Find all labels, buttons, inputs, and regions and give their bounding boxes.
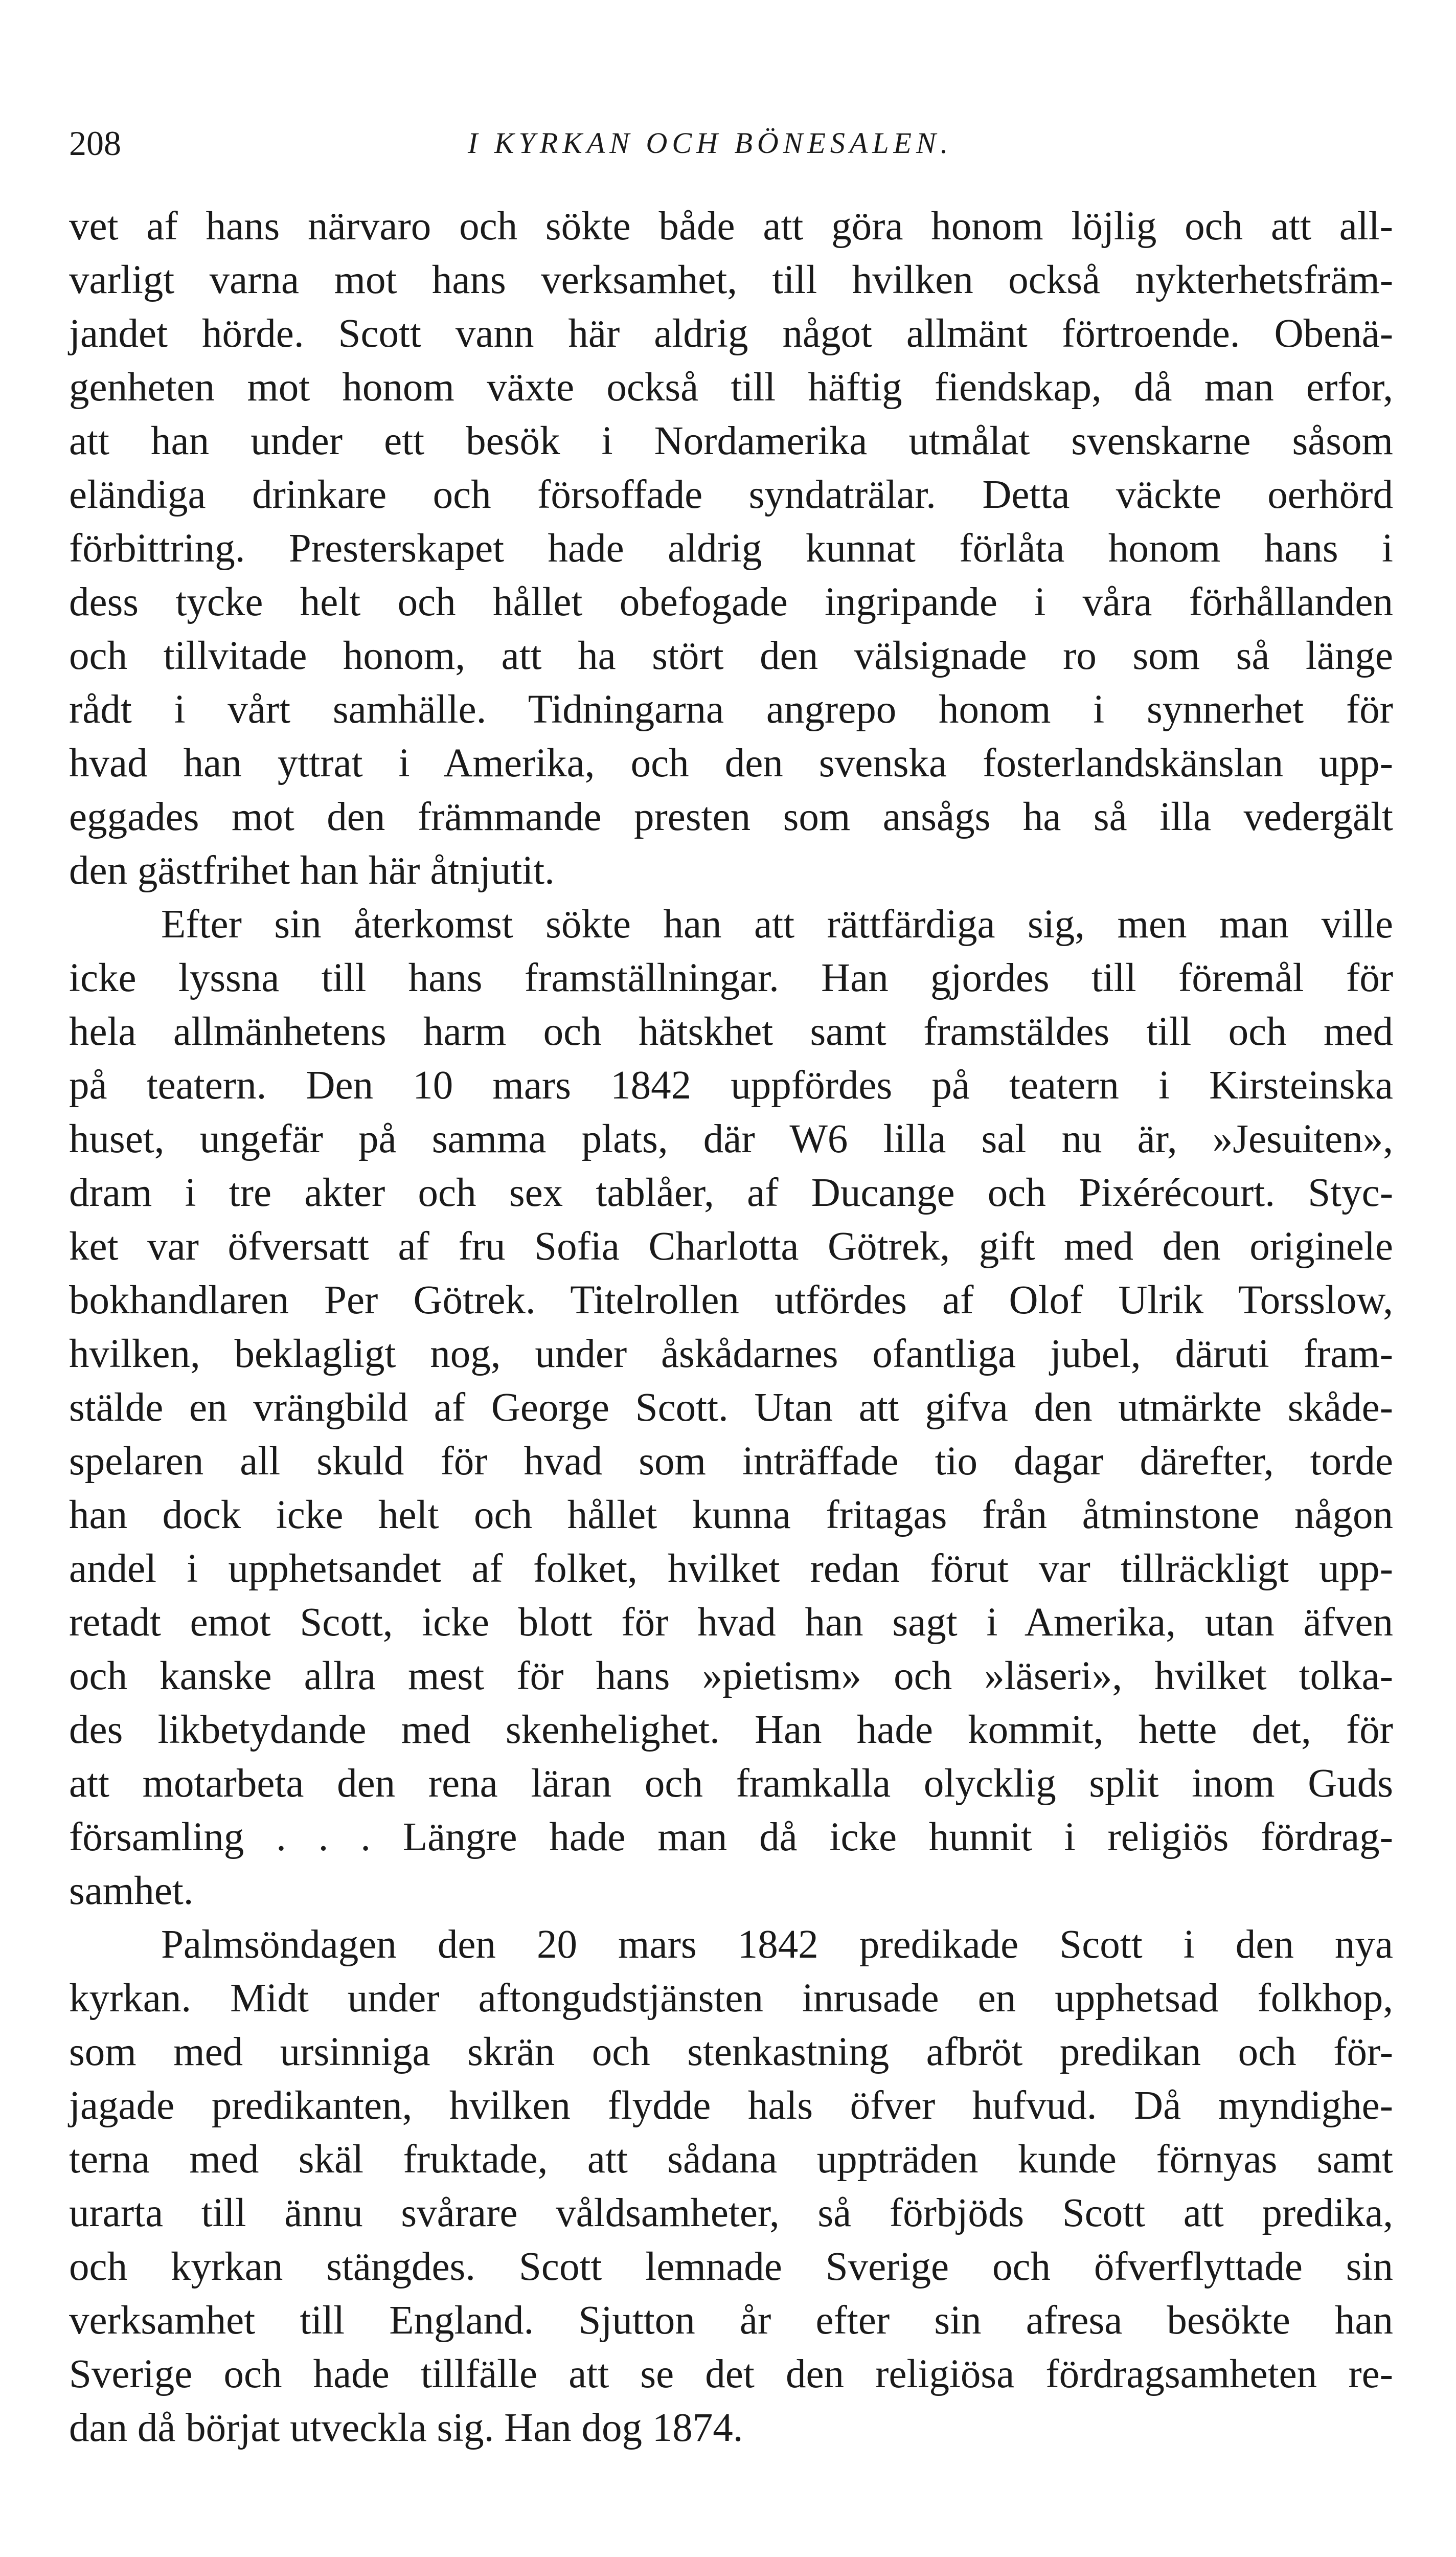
text-line: den gästfrihet han här åtnjutit. (69, 848, 555, 893)
text-line: verksamhet till England. Sjutton år efter sin afresa besökte han (69, 2298, 1393, 2343)
paragraph (69, 1918, 1393, 2455)
text-line: och tillvitade honom, att ha stört den välsignade ro som så länge (69, 634, 1393, 678)
page-number: 208 (69, 124, 121, 163)
text-line: han dock icke helt och hållet kunna fritagas från åtminstone någon (69, 1493, 1393, 1537)
text-line: icke lyssna till hans framställningar. Han gjordes till föremål för (69, 956, 1393, 1000)
text-line: bokhandlaren Per Götrek. Titelrollen utfördes af Olof Ulrik Torsslow, (69, 1278, 1393, 1322)
text-line: des likbetydande med skenhelighet. Han hade kommit, hette det, för (69, 1708, 1393, 1752)
running-title: I KYRKAN OCH BÖNESALEN. (468, 126, 953, 160)
text-line: samhet. (69, 1869, 194, 1913)
text-line: att han under ett besök i Nordamerika utmålat svenskarne såsom (69, 419, 1393, 463)
paragraph (69, 898, 1393, 1918)
text-line: urarta till ännu svårare våldsamheter, så förbjöds Scott att predika, (69, 2191, 1393, 2235)
text-line: rådt i vårt samhälle. Tidningarna angrepo honom i synnerhet för (69, 687, 1393, 732)
text-line: spelaren all skuld för hvad som inträffade tio dagar därefter, torde (69, 1439, 1393, 1484)
text-line: församling . . . Längre hade man då icke hunnit i religiös fördrag- (69, 1815, 1393, 1859)
text-line: stälde en vrängbild af George Scott. Utan att gifva den utmärkte skåde- (69, 1385, 1393, 1430)
text-line: vet af hans närvaro och sökte både att göra honom löjlig och att all- (69, 204, 1393, 249)
text-line: Palmsöndagen den 20 mars 1842 predikade Scott i den nya (161, 1922, 1393, 1967)
text-line: huset, ungefär på samma plats, där W6 lilla sal nu är, »Jesuiten», (69, 1117, 1393, 1161)
text-line: dan då börjat utveckla sig. Han dog 1874. (69, 2406, 743, 2450)
text-line: hela allmänhetens harm och hätskhet samt framstäldes till och med (69, 1010, 1393, 1054)
text-line: eländiga drinkare och försoffade syndaträlar. Detta väckte oerhörd (69, 473, 1393, 517)
text-line: dram i tre akter och sex tablåer, af Ducange och Pixérécourt. Styc- (69, 1171, 1393, 1215)
text-line: som med ursinniga skrän och stenkastning afbröt predikan och för- (69, 2030, 1393, 2074)
text-line: dess tycke helt och hållet obefogade ingripande i våra förhållanden (69, 580, 1393, 624)
text-line: jagade predikanten, hvilken flydde hals öfver hufvud. Då myndighe- (69, 2083, 1393, 2128)
text-line: ket var öfversatt af fru Sofia Charlotta Götrek, gift med den originele (69, 1224, 1393, 1269)
text-line: kyrkan. Midt under aftongudstjänsten inrusade en upphetsad folkhop, (69, 1976, 1393, 2021)
text-line: på teatern. Den 10 mars 1842 uppfördes på teatern i Kirsteinska (69, 1063, 1393, 1108)
text-line: förbittring. Presterskapet hade aldrig kunnat förlåta honom hans i (69, 526, 1393, 571)
text-line: Efter sin återkomst sökte han att rättfärdiga sig, men man ville (161, 902, 1393, 947)
body-text (69, 199, 1393, 2455)
text-line: retadt emot Scott, icke blott för hvad han sagt i Amerika, utan äfven (69, 1600, 1393, 1645)
text-line: att motarbeta den rena läran och framkalla olycklig split inom Guds (69, 1761, 1393, 1806)
paragraph (69, 199, 1393, 898)
text-line: genheten mot honom växte också till häftig fiendskap, då man erfor, (69, 365, 1393, 410)
text-line: varligt varna mot hans verksamhet, till hvilken också nykterhetsfräm- (69, 258, 1393, 302)
text-line: och kyrkan stängdes. Scott lemnade Sverige och öfverflyttade sin (69, 2245, 1393, 2289)
text-line: och kanske allra mest för hans »pietism» och »läseri», hvilket tolka- (69, 1654, 1393, 1698)
text-line: andel i upphetsandet af folket, hvilket redan förut var tillräckligt upp- (69, 1546, 1393, 1591)
text-line: Sverige och hade tillfälle att se det den religiösa fördragsamheten re- (69, 2352, 1393, 2396)
text-line: hvad han yttrat i Amerika, och den svenska fosterlandskänslan upp- (69, 741, 1393, 786)
running-head (69, 118, 1393, 169)
text-line: eggades mot den främmande presten som ansågs ha så illa vedergält (69, 795, 1393, 839)
text-line: terna med skäl fruktade, att sådana uppträden kunde förnyas samt (69, 2137, 1393, 2182)
text-line: jandet hörde. Scott vann här aldrig något allmänt förtroende. Obenä- (69, 311, 1393, 356)
text-line: hvilken, beklagligt nog, under åskådarnes ofantliga jubel, däruti fram- (69, 1332, 1393, 1376)
